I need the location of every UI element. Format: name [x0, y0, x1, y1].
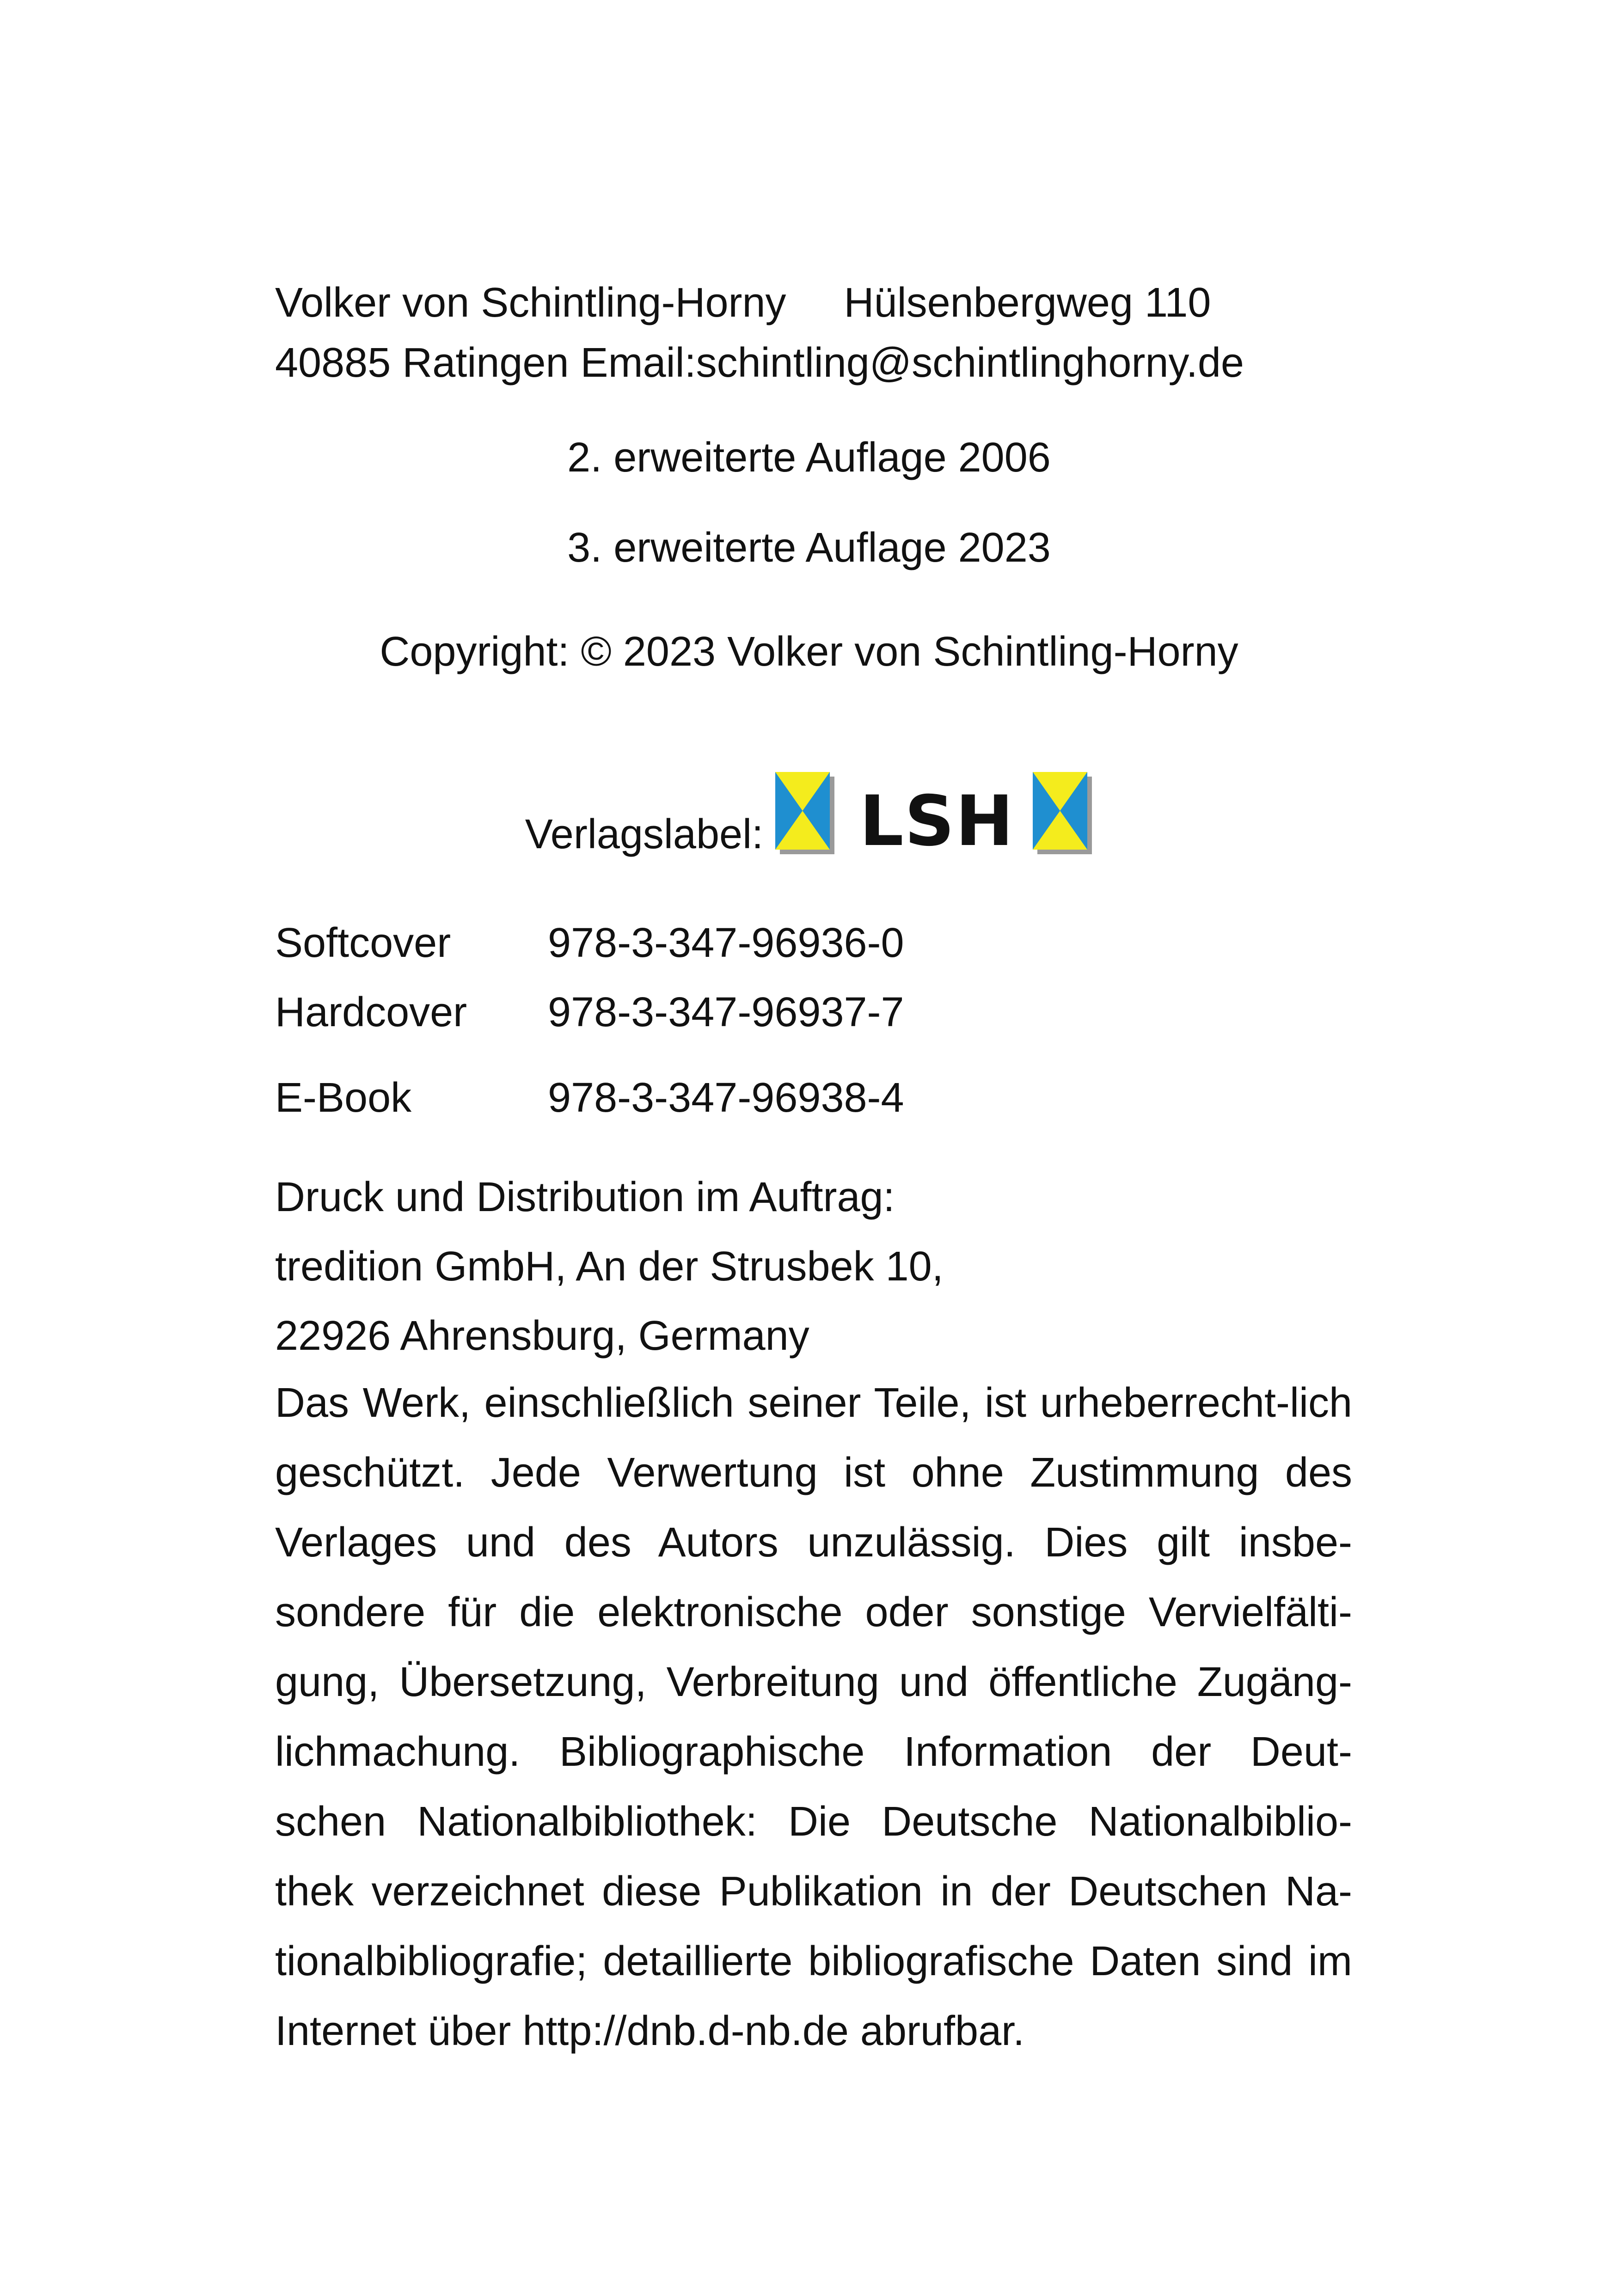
printing-line-1: Druck und Distribution im Auftrag: [275, 1174, 895, 1220]
isbn-kind: Softcover [275, 920, 451, 966]
isbn-number: 978-3-347-96937-7 [548, 989, 904, 1035]
lsh-logo-mark-left [775, 772, 835, 855]
copyright-line: Copyright: © 2023 Volker von Schintling-Horny [380, 629, 1238, 675]
isbn-kind: E-Book [275, 1075, 412, 1121]
lsh-logo-mark-right [1033, 772, 1093, 855]
legal-notice: Das Werk, einschließlich seiner Teile, ist urheberrecht-lich geschützt. Jede Verwertung ist ohne Zustimmung des Verlages und des Autors unzulässig. Dies gilt insbe-sondere für die elektronische oder sonstige Vervielfälti-gung, Übersetzung, Verbreitung und öffentliche Zugäng-lichmachung. Bibliographische Information der Deut-schen Nationalbibliothek: Die Deutsche Nationalbiblio-thek verzeichnet diese Publikation in der Deutschen Na-tionalbibliografie; detaillierte bibliografische Daten sind im Internet über http://dnb.d-nb.de abrufbar. [275, 1380, 1352, 2054]
lsh-logo-text: LSH [859, 781, 1015, 862]
edition-2023: 3. erweiterte Auflage 2023 [567, 525, 1051, 571]
isbn-kind: Hardcover [275, 989, 467, 1035]
city-email-line: 40885 Ratingen Email:schintling@schintlinghorny.de [275, 340, 1244, 386]
isbn-row-ebook [275, 1072, 904, 1123]
isbn-number: 978-3-347-96938-4 [548, 1075, 904, 1121]
isbn-number: 978-3-347-96936-0 [548, 920, 904, 966]
isbn-row-softcover [275, 918, 904, 968]
author-address-line: Volker von Schintling-Horny Hülsenbergweg 110 [275, 280, 1211, 326]
isbn-row-hardcover [275, 987, 904, 1038]
printing-line-3: 22926 Ahrensburg, Germany [275, 1313, 809, 1359]
edition-2006: 2. erweiterte Auflage 2006 [567, 435, 1051, 481]
publisher-label: Verlagslabel: [525, 811, 764, 857]
publisher-label-row [0, 753, 1618, 860]
printing-line-2: tredition GmbH, An der Strusbek 10, [275, 1243, 944, 1290]
